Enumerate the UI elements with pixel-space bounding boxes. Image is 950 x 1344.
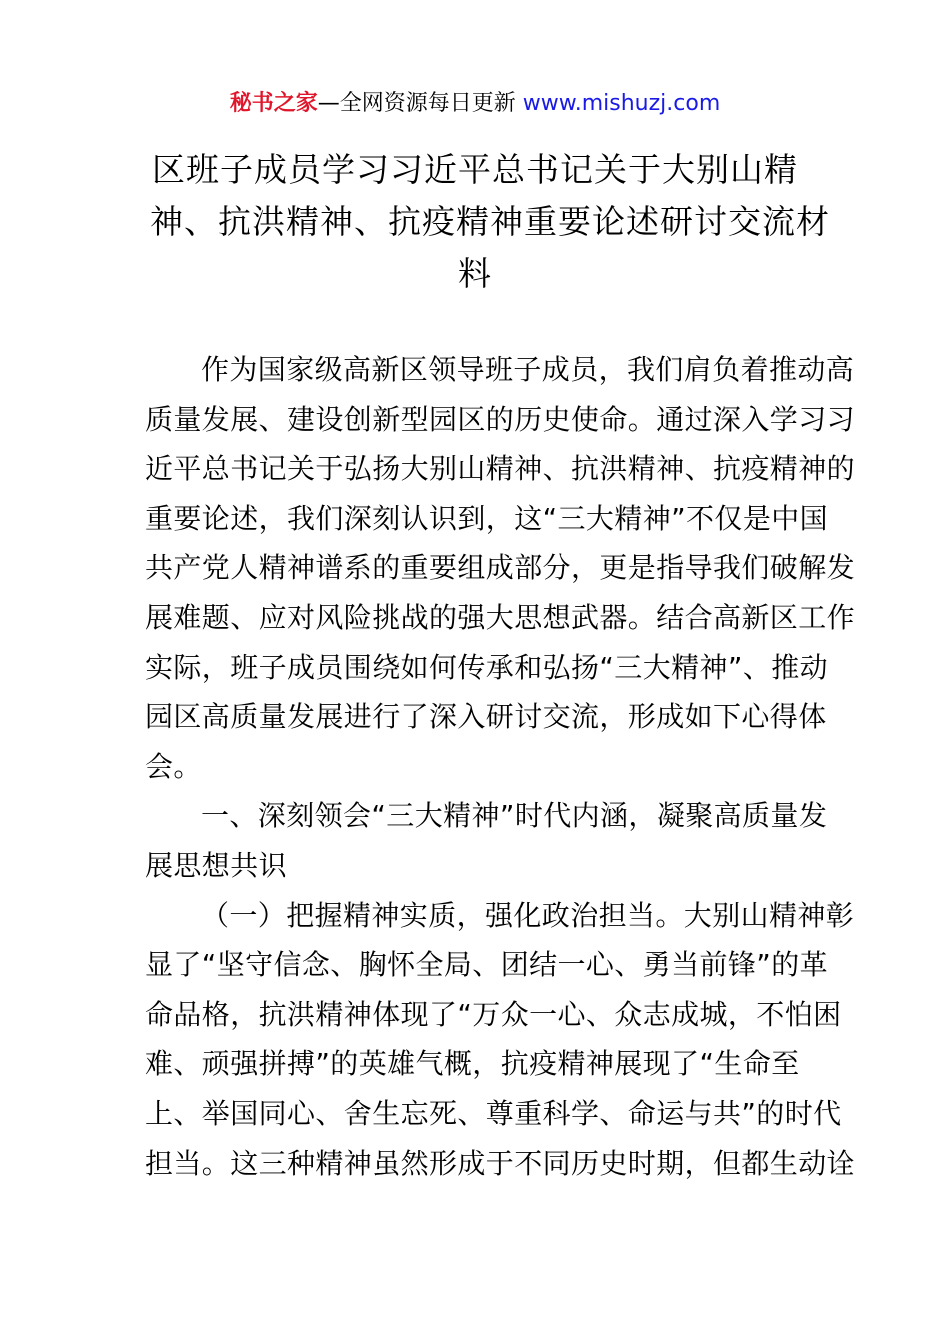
body-text-line: 重要论述，我们深刻认识到，这“三大精神”不仅是中国 [145, 501, 829, 535]
body-text-line: 上、举国同心、舍生忘死、尊重科学、命运与共”的时代 [145, 1096, 842, 1130]
body-text-line: 展难题、应对风险挑战的强大思想武器。结合高新区工作 [145, 600, 856, 634]
body-text-line: 展思想共识 [145, 848, 288, 882]
body-text-line: 质量发展、建设创新型园区的历史使命。通过深入学习习 [145, 402, 856, 436]
body-text-line: （一）把握精神实质，强化政治担当。大别山精神彰 [201, 898, 855, 932]
header-tagline: —全网资源每日更新 [317, 91, 523, 116]
site-url-link[interactable]: www.mishuzj.com [522, 91, 721, 116]
body-text-line: 实际，班子成员围绕如何传承和弘扬“三大精神”、推动 [145, 650, 829, 684]
body-text-line: 命品格，抗洪精神体现了“万众一心、众志成城，不怕困 [145, 997, 842, 1031]
body-text-line: 园区高质量发展进行了深入研讨交流，形成如下心得体 [145, 700, 827, 734]
body-text-line: 会。 [145, 749, 202, 783]
body-text-line: 难、顽强拼搏”的英雄气概，抗疫精神展现了“生命至 [145, 1047, 800, 1081]
site-header [0, 88, 950, 120]
body-text-line: 显了“坚守信念、胸怀全局、团结一心、勇当前锋”的革 [145, 948, 829, 982]
body-text-line: 共产党人精神谱系的重要组成部分，更是指导我们破解发 [145, 551, 856, 585]
document-body [145, 345, 856, 1188]
body-text-line: 作为国家级高新区领导班子成员，我们肩负着推动高 [201, 353, 855, 386]
title-line: 神、抗洪精神、抗疫精神重要论述研讨交流材 [150, 202, 830, 241]
document-title [150, 144, 830, 300]
brand-name: 秘书之家 [229, 91, 318, 116]
title-line: 料 [458, 254, 492, 293]
title-line: 区班子成员学习习近平总书记关于大别山精 [152, 150, 798, 189]
body-text-line: 担当。这三种精神虽然形成于不同历史时期，但都生动诠 [145, 1146, 856, 1180]
body-text-line: 一、深刻领会“三大精神”时代内涵，凝聚高质量发 [201, 799, 828, 833]
body-text-line: 近平总书记关于弘扬大别山精神、抗洪精神、抗疫精神的 [145, 452, 856, 486]
